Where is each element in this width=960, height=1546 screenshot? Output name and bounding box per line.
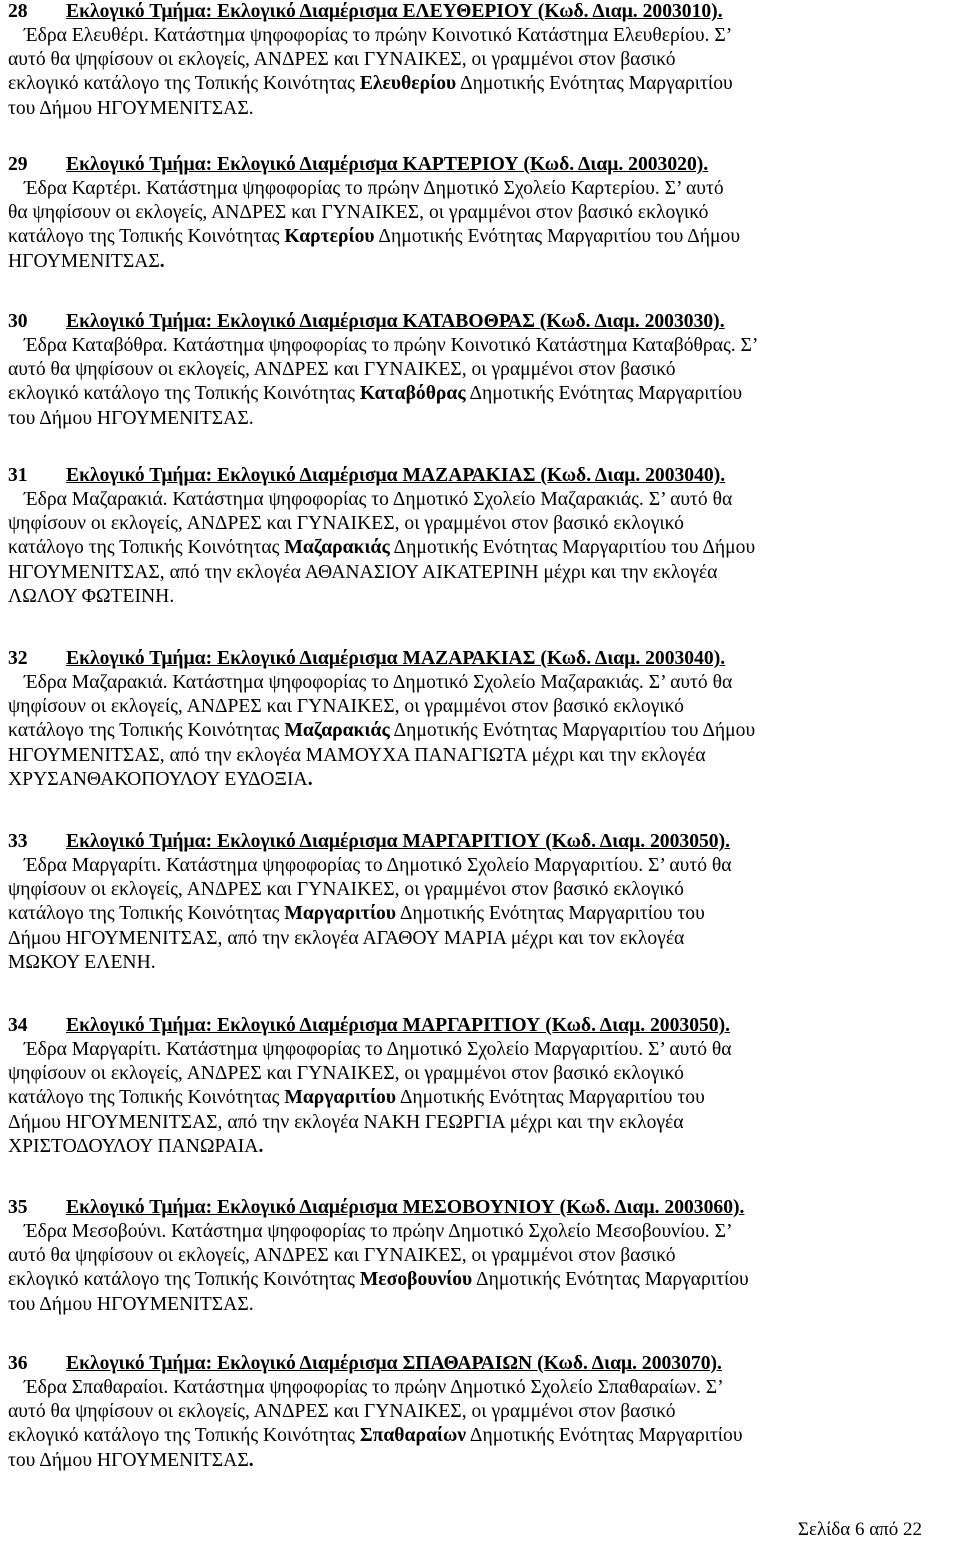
section-entry <box>8 1014 953 1159</box>
section-body <box>8 24 953 121</box>
section-number: 33 <box>8 831 28 852</box>
section-number: 29 <box>8 154 28 175</box>
section-heading <box>8 310 953 334</box>
body-line: κατάλογο της Τοπικής Κοινότητας Καρτερίου Δημοτικής Ενότητας Μαργαριτίου του Δήμου <box>8 226 741 248</box>
body-line: αυτό θα ψηφίσουν οι εκλογείς, ΑΝΔΡΕΣ και ΓΥΝΑΙΚΕΣ, οι γραμμένοι στον βασικό <box>8 1245 676 1267</box>
section-title: Εκλογικό Τμήμα: Εκλογικό Διαμέρισμα ΚΑΤΑΒΟΘΡΑΣ (Κωδ. Διαμ. 2003030). <box>66 311 725 332</box>
section-entry <box>8 464 953 609</box>
bold-text: . <box>248 1449 254 1471</box>
body-line: ΗΓΟΥΜΕΝΙΤΣΑΣ, από την εκλογέα ΑΘΑΝΑΣΙΟΥ ΑΙΚΑΤΕΡΙΝΗ μέχρι και την εκλογέα <box>8 561 718 583</box>
bold-text: Μαργαριτίου <box>284 903 396 925</box>
section-title: Εκλογικό Τμήμα: Εκλογικό Διαμέρισμα ΚΑΡΤΕΡΙΟΥ (Κωδ. Διαμ. 2003020). <box>66 154 709 175</box>
body-line: αυτό θα ψηφίσουν οι εκλογείς, ΑΝΔΡΕΣ και ΓΥΝΑΙΚΕΣ, οι γραμμένοι στον βασικό <box>8 49 676 71</box>
bold-text: Καταβόθρας <box>359 383 466 405</box>
section-title: Εκλογικό Τμήμα: Εκλογικό Διαμέρισμα ΜΑΡΓΑΡΙΤΙΟΥ (Κωδ. Διαμ. 2003050). <box>66 1015 731 1036</box>
body-line: Έδρα Ελευθέρι. Κατάστημα ψηφοφορίας το πρώην Κοινοτικό Κατάστημα Ελευθερίου. Σ’ <box>24 25 733 46</box>
bold-text: . <box>159 250 165 272</box>
section-number: 36 <box>8 1353 28 1374</box>
body-line: ΜΩΚΟΥ ΕΛΕΝΗ. <box>8 951 156 973</box>
body-line: Έδρα Σπαθαραίοι. Κατάστημα ψηφοφορίας το πρώην Δημοτικό Σχολείο Σπαθαραίων. Σ’ <box>24 1377 724 1398</box>
section-number: 30 <box>8 311 28 332</box>
section-entry <box>8 1196 953 1317</box>
section-entry <box>8 830 953 975</box>
section-number: 34 <box>8 1015 28 1036</box>
body-line: ΗΓΟΥΜΕΝΙΤΣΑΣ, από την εκλογέα ΜΑΜΟΥΧΑ ΠΑΝΑΓΙΩΤΑ μέχρι και την εκλογέα <box>8 744 706 766</box>
section-title: Εκλογικό Τμήμα: Εκλογικό Διαμέρισμα ΣΠΑΘΑΡΑΙΩΝ (Κωδ. Διαμ. 2003070). <box>66 1353 722 1374</box>
body-line: του Δήμου ΗΓΟΥΜΕΝΙΤΣΑΣ. <box>8 407 254 429</box>
body-line: του Δήμου ΗΓΟΥΜΕΝΙΤΣΑΣ. <box>8 1449 254 1471</box>
body-line: εκλογικό κατάλογο της Τοπικής Κοινότητας Καταβόθρας Δημοτικής Ενότητας Μαργαριτίου <box>8 383 743 405</box>
section-body <box>8 1038 953 1159</box>
section-body <box>8 671 953 792</box>
bold-text: . <box>258 1135 264 1157</box>
body-line: ψηφίσουν οι εκλογείς, ΑΝΔΡΕΣ και ΓΥΝΑΙΚΕΣ, οι γραμμένοι στον βασικό εκλογικό <box>8 513 684 535</box>
section-entry <box>8 310 953 431</box>
body-line: Δήμου ΗΓΟΥΜΕΝΙΤΣΑΣ, από την εκλογέα ΝΑΚΗ ΓΕΩΡΓΙΑ μέχρι και την εκλογέα <box>8 1111 684 1133</box>
section-number: 32 <box>8 648 28 669</box>
section-title: Εκλογικό Τμήμα: Εκλογικό Διαμέρισμα ΜΑΖΑΡΑΚΙΑΣ (Κωδ. Διαμ. 2003040). <box>66 648 726 669</box>
body-line: ΧΡΙΣΤΟΔΟΥΛΟΥ ΠΑΝΩΡΑΙΑ. <box>8 1135 264 1157</box>
body-line: εκλογικό κατάλογο της Τοπικής Κοινότητας Σπαθαραίων Δημοτικής Ενότητας Μαργαριτίου <box>8 1425 743 1447</box>
body-line: Έδρα Μαζαρακιά. Κατάστημα ψηφοφορίας το Δημοτικό Σχολείο Μαζαρακιάς. Σ’ αυτό θα <box>24 672 733 693</box>
body-line: Έδρα Μαζαρακιά. Κατάστημα ψηφοφορίας το Δημοτικό Σχολείο Μαζαρακιάς. Σ’ αυτό θα <box>24 489 733 510</box>
body-line: αυτό θα ψηφίσουν οι εκλογείς, ΑΝΔΡΕΣ και ΓΥΝΑΙΚΕΣ, οι γραμμένοι στον βασικό <box>8 359 676 381</box>
body-line: κατάλογο της Τοπικής Κοινότητας Μαζαρακιάς Δημοτικής Ενότητας Μαργαριτίου του Δήμου <box>8 537 756 559</box>
section-number: 35 <box>8 1197 28 1218</box>
bold-text: . <box>307 768 313 790</box>
section-heading <box>8 830 953 854</box>
section-heading <box>8 1014 953 1038</box>
body-line: του Δήμου ΗΓΟΥΜΕΝΙΤΣΑΣ. <box>8 1293 254 1315</box>
bold-text: Μαζαρακιάς <box>284 720 390 742</box>
section-heading <box>8 1352 953 1376</box>
bold-text: Μεσοβουνίου <box>359 1269 473 1291</box>
body-line: Έδρα Καταβόθρα. Κατάστημα ψηφοφορίας το πρώην Κοινοτικό Κατάστημα Καταβόθρας. Σ’ <box>24 335 759 356</box>
section-heading <box>8 647 953 671</box>
body-line: κατάλογο της Τοπικής Κοινότητας Μαζαρακιάς Δημοτικής Ενότητας Μαργαριτίου του Δήμου <box>8 720 756 742</box>
section-title: Εκλογικό Τμήμα: Εκλογικό Διαμέρισμα ΕΛΕΥΘΕΡΙΟΥ (Κωδ. Διαμ. 2003010). <box>66 1 723 22</box>
body-line: ΛΩΛΟΥ ΦΩΤΕΙΝΗ. <box>8 585 175 607</box>
body-line: Δήμου ΗΓΟΥΜΕΝΙΤΣΑΣ, από την εκλογέα ΑΓΑΘΟΥ ΜΑΡΙΑ μέχρι και τον εκλογέα <box>8 927 685 949</box>
section-entry <box>8 153 953 274</box>
body-line: κατάλογο της Τοπικής Κοινότητας Μαργαριτίου Δημοτικής Ενότητας Μαργαριτίου του <box>8 903 705 925</box>
body-line: Έδρα Καρτέρι. Κατάστημα ψηφοφορίας το πρώην Δημοτικό Σχολείο Καρτερίου. Σ’ αυτό <box>24 178 724 199</box>
body-line: θα ψηφίσουν οι εκλογείς, ΑΝΔΡΕΣ και ΓΥΝΑΙΚΕΣ, οι γραμμένοι στον βασικό εκλογικό <box>8 202 709 224</box>
section-body <box>8 854 953 975</box>
section-body <box>8 177 953 274</box>
section-body <box>8 1220 953 1317</box>
body-line: εκλογικό κατάλογο της Τοπικής Κοινότητας Μεσοβουνίου Δημοτικής Ενότητας Μαργαριτίου <box>8 1269 749 1291</box>
bold-text: Ελευθερίου <box>359 73 457 95</box>
section-title: Εκλογικό Τμήμα: Εκλογικό Διαμέρισμα ΜΑΡΓΑΡΙΤΙΟΥ (Κωδ. Διαμ. 2003050). <box>66 831 731 852</box>
section-body <box>8 1376 953 1473</box>
body-line: ΗΓΟΥΜΕΝΙΤΣΑΣ. <box>8 250 165 272</box>
section-number: 31 <box>8 465 28 486</box>
body-line: ψηφίσουν οι εκλογείς, ΑΝΔΡΕΣ και ΓΥΝΑΙΚΕΣ, οι γραμμένοι στον βασικό εκλογικό <box>8 696 684 718</box>
section-number: 28 <box>8 1 28 22</box>
body-line: του Δήμου ΗΓΟΥΜΕΝΙΤΣΑΣ. <box>8 97 254 119</box>
body-line: ΧΡΥΣΑΝΘΑΚΟΠΟΥΛΟΥ ΕΥΔΟΞΙΑ. <box>8 768 313 790</box>
body-line: ψηφίσουν οι εκλογείς, ΑΝΔΡΕΣ και ΓΥΝΑΙΚΕΣ, οι γραμμένοι στον βασικό εκλογικό <box>8 1063 684 1085</box>
bold-text: Σπαθαραίων <box>359 1425 467 1447</box>
section-body <box>8 488 953 609</box>
section-body <box>8 334 953 431</box>
body-line: κατάλογο της Τοπικής Κοινότητας Μαργαριτίου Δημοτικής Ενότητας Μαργαριτίου του <box>8 1087 705 1109</box>
body-line: ψηφίσουν οι εκλογείς, ΑΝΔΡΕΣ και ΓΥΝΑΙΚΕΣ, οι γραμμένοι στον βασικό εκλογικό <box>8 879 684 901</box>
section-heading <box>8 0 953 24</box>
section-heading <box>8 464 953 488</box>
section-entry <box>8 1352 953 1473</box>
body-line: Έδρα Μαργαρίτι. Κατάστημα ψηφοφορίας το Δημοτικό Σχολείο Μαργαριτίου. Σ’ αυτό θα <box>24 1039 732 1060</box>
body-line: αυτό θα ψηφίσουν οι εκλογείς, ΑΝΔΡΕΣ και ΓΥΝΑΙΚΕΣ, οι γραμμένοι στον βασικό <box>8 1401 676 1423</box>
section-heading <box>8 153 953 177</box>
page-footer: Σελίδα 6 από 22 <box>797 1519 922 1540</box>
section-entry <box>8 647 953 792</box>
body-line: Έδρα Μεσοβούνι. Κατάστημα ψηφοφορίας το πρώην Δημοτικό Σχολείο Μεσοβουνίου. Σ’ <box>24 1221 733 1242</box>
section-heading <box>8 1196 953 1220</box>
bold-text: Μαζαρακιάς <box>284 537 390 559</box>
bold-text: Καρτερίου <box>284 226 375 248</box>
section-entry <box>8 0 953 121</box>
bold-text: Μαργαριτίου <box>284 1087 396 1109</box>
body-line: Έδρα Μαργαρίτι. Κατάστημα ψηφοφορίας το Δημοτικό Σχολείο Μαργαριτίου. Σ’ αυτό θα <box>24 855 732 876</box>
body-line: εκλογικό κατάλογο της Τοπικής Κοινότητας Ελευθερίου Δημοτικής Ενότητας Μαργαριτίου <box>8 73 733 95</box>
section-title: Εκλογικό Τμήμα: Εκλογικό Διαμέρισμα ΜΕΣΟΒΟΥΝΙΟΥ (Κωδ. Διαμ. 2003060). <box>66 1197 745 1218</box>
section-title: Εκλογικό Τμήμα: Εκλογικό Διαμέρισμα ΜΑΖΑΡΑΚΙΑΣ (Κωδ. Διαμ. 2003040). <box>66 465 726 486</box>
